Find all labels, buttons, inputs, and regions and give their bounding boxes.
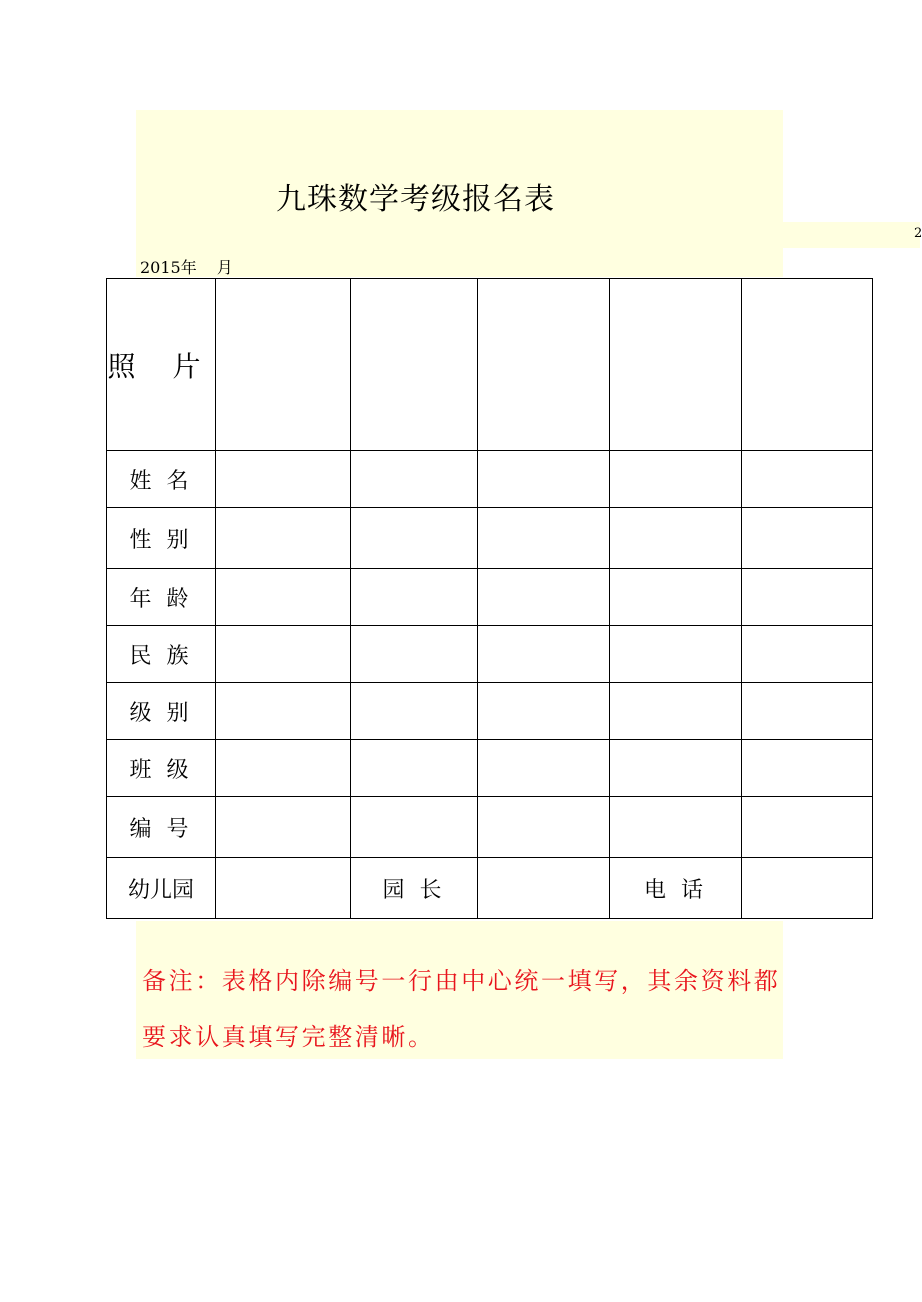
input-cell[interactable] [216,451,351,508]
input-cell[interactable] [216,626,351,683]
date-year: 2015年 [140,258,197,277]
input-cell[interactable] [351,797,478,858]
input-cell[interactable] [478,797,610,858]
date-line [140,255,233,278]
input-cell[interactable] [216,508,351,569]
input-cell[interactable] [610,683,742,740]
input-cell[interactable] [742,569,873,626]
edge-highlight [783,222,920,248]
input-cell[interactable] [478,683,610,740]
photo-slot[interactable] [478,279,610,451]
photo-slot[interactable] [351,279,478,451]
photo-slot[interactable] [742,279,873,451]
input-cell[interactable] [742,740,873,797]
input-cell[interactable] [478,626,610,683]
photo-label: 照 片 [107,279,216,451]
photo-row [107,279,873,451]
input-cell[interactable] [478,451,610,508]
input-cell[interactable] [478,569,610,626]
input-cell[interactable] [351,683,478,740]
input-cell[interactable] [351,626,478,683]
table-row [107,683,873,740]
row-label-age: 年 龄 [107,569,216,626]
footer-row [107,858,873,919]
kindergarten-input[interactable] [216,858,351,919]
input-cell[interactable] [351,508,478,569]
input-cell[interactable] [610,797,742,858]
input-cell[interactable] [351,740,478,797]
table-row [107,569,873,626]
input-cell[interactable] [478,508,610,569]
row-label-level: 级 别 [107,683,216,740]
input-cell[interactable] [478,740,610,797]
table-row [107,797,873,858]
note-text: 备注：表格内除编号一行由中心统一填写，其余资料都要求认真填写完整清晰。 [142,967,781,1051]
photo-slot[interactable] [610,279,742,451]
date-month: 月 [216,258,233,277]
page-title: 九珠数学考级报名表 [276,182,555,217]
row-label-class: 班 级 [107,740,216,797]
table-row [107,740,873,797]
edge-character: 2 [914,226,922,241]
input-cell[interactable] [742,508,873,569]
phone-label: 电 话 [610,858,742,919]
input-cell[interactable] [742,451,873,508]
input-cell[interactable] [610,451,742,508]
row-label-ethnicity: 民 族 [107,626,216,683]
table-row [107,626,873,683]
row-label-name: 姓 名 [107,451,216,508]
input-cell[interactable] [742,626,873,683]
input-cell[interactable] [351,451,478,508]
input-cell[interactable] [216,569,351,626]
row-label-gender: 性 别 [107,508,216,569]
input-cell[interactable] [216,740,351,797]
input-cell[interactable] [610,508,742,569]
principal-label: 园 长 [351,858,478,919]
row-label-number: 编 号 [107,797,216,858]
photo-slot[interactable] [216,279,351,451]
input-cell[interactable] [216,797,351,858]
table-row [107,451,873,508]
input-cell[interactable] [351,569,478,626]
registration-table [106,278,873,919]
input-cell[interactable] [216,683,351,740]
input-cell[interactable] [742,797,873,858]
table-row [107,508,873,569]
input-cell[interactable] [742,683,873,740]
kindergarten-label: 幼儿园 [107,858,216,919]
input-cell[interactable] [610,626,742,683]
input-cell[interactable] [610,569,742,626]
principal-input[interactable] [478,858,610,919]
phone-input[interactable] [742,858,873,919]
input-cell[interactable] [610,740,742,797]
